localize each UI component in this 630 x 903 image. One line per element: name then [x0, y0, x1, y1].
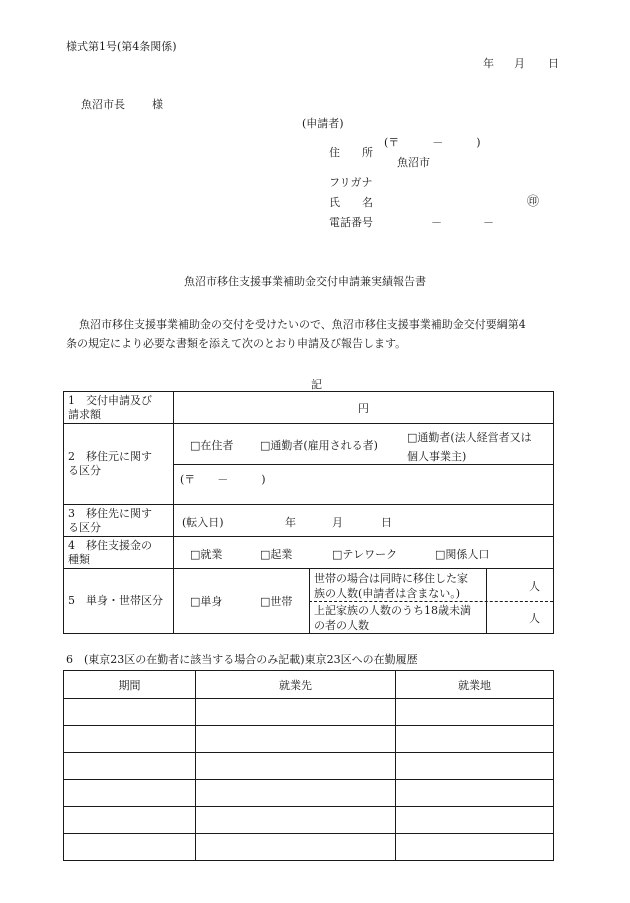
label-household: 5 単身・世帯区分: [64, 569, 174, 634]
table-row-origin: [64, 424, 554, 505]
family-count-note: 世帯の場合は同時に移住した家 族の人数(申請者は含まない。): [314, 572, 468, 600]
history-header-row: [64, 671, 554, 699]
option-telework[interactable]: □テレワーク: [332, 548, 398, 561]
workplace-cell[interactable]: [396, 834, 554, 861]
phone-label: 電話番号: [329, 216, 373, 229]
workplace-cell[interactable]: [396, 753, 554, 780]
name-label: 氏 名: [329, 196, 373, 209]
workplace-cell[interactable]: [396, 807, 554, 834]
period-cell[interactable]: [64, 780, 196, 807]
address-city: 魚沼市: [397, 156, 430, 169]
amount-field[interactable]: 円: [174, 392, 554, 424]
employer-cell[interactable]: [196, 834, 396, 861]
table-row-amount: [64, 392, 554, 424]
phone-dash-1: －: [431, 216, 442, 229]
ki-label: 記: [311, 378, 322, 391]
period-cell[interactable]: [64, 834, 196, 861]
table-row-destination: [64, 505, 554, 537]
document-title: 魚沼市移住支援事業補助金交付申請兼実績報告書: [184, 275, 426, 288]
seal-mark: ㊞: [527, 194, 540, 208]
household-cell: [174, 569, 554, 634]
addressee-name: 魚沼市長: [81, 98, 125, 111]
header-employer: 就業先: [196, 671, 396, 699]
table-row: [64, 753, 554, 780]
option-startup[interactable]: □起業: [260, 548, 293, 561]
table-row: [64, 780, 554, 807]
moving-year: 年: [285, 516, 296, 529]
origin-cell: [174, 424, 554, 505]
period-cell[interactable]: [64, 753, 196, 780]
minor-count-field[interactable]: 人: [529, 612, 540, 625]
option-employment[interactable]: □就業: [190, 548, 223, 561]
addressee-honorific: 様: [152, 98, 163, 111]
date-year: 年: [483, 57, 494, 70]
table-row: [64, 834, 554, 861]
workplace-cell[interactable]: [396, 780, 554, 807]
minor-count-note: 上記家族の人数のうち18歳未満 の者の人数: [314, 604, 471, 632]
type-options: [174, 537, 554, 569]
moving-date-field[interactable]: [174, 505, 554, 537]
table-row: [64, 699, 554, 726]
phone-dash-2: －: [483, 216, 494, 229]
workplace-cell[interactable]: [396, 726, 554, 753]
option-commuter-owner[interactable]: □通勤者(法人経営者又は 個人事業主): [407, 431, 532, 463]
table-row-type: [64, 537, 554, 569]
body-line-2: 条の規定により必要な書類を添えて次のとおり申請及び報告します。: [66, 337, 407, 350]
applicant-heading: (申請者): [302, 117, 344, 130]
header-workplace: 就業地: [396, 671, 554, 699]
section6-title: 6 (東京23区の在勤者に該当する場合のみ記載)東京23区への在勤履歴: [66, 653, 418, 666]
table-row: [64, 807, 554, 834]
employer-cell[interactable]: [196, 699, 396, 726]
form-number: 様式第1号(第4条関係): [66, 40, 177, 53]
workplace-cell[interactable]: [396, 699, 554, 726]
body-line-1: 魚沼市移住支援事業補助金の交付を受けたいので、魚沼市移住支援事業補助金交付要綱第4: [79, 318, 526, 331]
applicant-postal: (〒 － ): [384, 136, 481, 149]
furigana-label: フリガナ: [329, 176, 373, 189]
period-cell[interactable]: [64, 807, 196, 834]
application-table: [63, 391, 554, 634]
family-count-field[interactable]: 人: [529, 580, 540, 593]
date-month: 月: [514, 57, 525, 70]
origin-postal[interactable]: (〒 － ): [180, 473, 266, 486]
option-single[interactable]: □単身: [190, 595, 223, 608]
label-origin: 2 移住元に関す る区分: [64, 424, 174, 505]
option-resident[interactable]: □在住者: [190, 439, 234, 452]
employer-cell[interactable]: [196, 780, 396, 807]
origin-options: [174, 424, 553, 465]
label-type: 4 移住支援金の 種類: [64, 537, 174, 569]
label-destination: 3 移住先に関す る区分: [64, 505, 174, 537]
moving-date-label: (転入日): [182, 516, 224, 529]
address-label: 住 所: [329, 146, 373, 159]
table-row-household: [64, 569, 554, 634]
moving-month: 月: [332, 516, 343, 529]
moving-day: 日: [381, 516, 392, 529]
tokyo-history-table: [63, 670, 554, 861]
period-cell[interactable]: [64, 726, 196, 753]
table-row: [64, 726, 554, 753]
date-day: 日: [548, 57, 559, 70]
employer-cell[interactable]: [196, 807, 396, 834]
employer-cell[interactable]: [196, 726, 396, 753]
option-household[interactable]: □世帯: [260, 595, 293, 608]
header-period: 期間: [64, 671, 196, 699]
label-amount: 1 交付申請及び 請求額: [64, 392, 174, 424]
option-related-population[interactable]: □関係人口: [435, 548, 490, 561]
period-cell[interactable]: [64, 699, 196, 726]
employer-cell[interactable]: [196, 753, 396, 780]
option-commuter-employed[interactable]: □通勤者(雇用される者): [260, 439, 378, 452]
